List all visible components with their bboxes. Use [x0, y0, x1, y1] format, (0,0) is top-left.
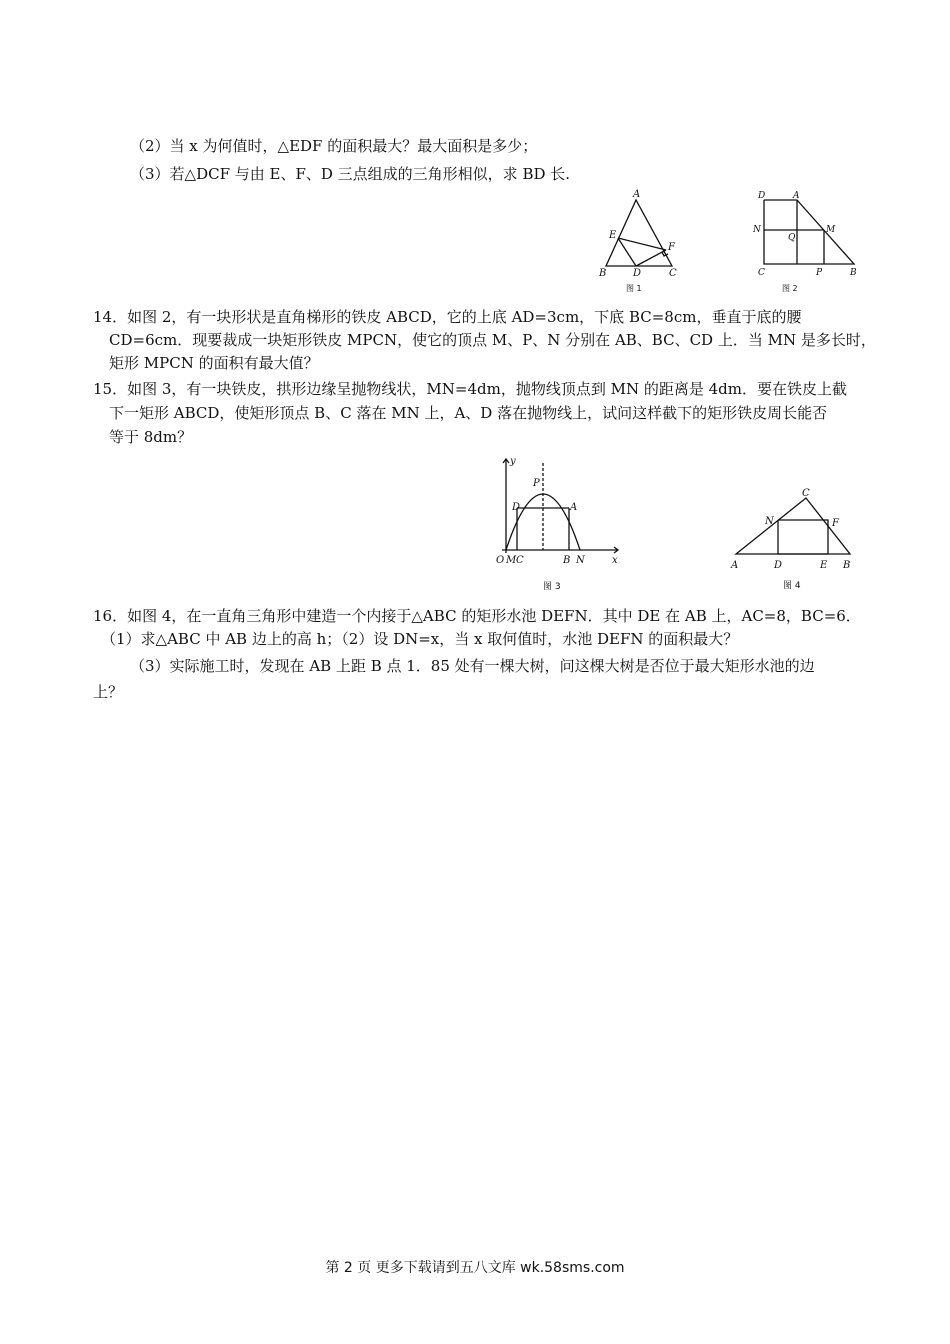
fig2-label-m: M	[826, 225, 836, 235]
fig4-label-e: E	[820, 560, 828, 571]
q14-line2: CD=6cm．现要裁成一块矩形铁皮 MPCN，使它的顶点 M、P、N 分别在 AB、BC、CD 上．当 MN 是多长时，	[109, 331, 876, 349]
fig2-caption: 图 2	[782, 284, 798, 293]
q16-line2: （1）求△ABC 中 AB 边上的高 h；（2）设 DN=x，当 x 取何值时，水池 DEFN 的面积最大？	[101, 630, 739, 648]
fig1-caption: 图 1	[626, 284, 642, 293]
fig4-label-c: C	[802, 488, 810, 499]
q15-line2: 下一矩形 ABCD，使矩形顶点 B、C 落在 MN 上，A、D 落在抛物线上，试问这样截下的矩形铁皮周长能否	[109, 404, 828, 422]
fig1-label-f: F	[668, 242, 675, 253]
fig2-label-p: P	[816, 268, 823, 278]
fig1-label-a: A	[633, 189, 641, 200]
fig4-label-f: F	[832, 518, 839, 529]
q14-line3: 矩形 MPCN 的面积有最大值？	[109, 354, 319, 372]
q16-line1: 16．如图 4，在一直角三角形中建造一个内接于△ABC 的矩形水池 DEFN．其中 DE 在 AB 上，AC=8，BC=6．	[93, 607, 861, 625]
fig1-label-e: E	[609, 230, 617, 241]
fig4-label-d: D	[774, 560, 783, 571]
q16-line4: 上？	[93, 683, 124, 701]
fig1-label-b: B	[599, 268, 607, 279]
fig4-label-b: B	[843, 560, 851, 571]
fig3-label-m: M	[506, 555, 517, 566]
figure-3	[486, 453, 626, 593]
q13-part2: （2）当 x 为何值时，△EDF 的面积最大？最大面积是多少；	[130, 137, 538, 155]
fig3-label-n: N	[576, 555, 585, 566]
fig2-label-q: Q	[788, 233, 796, 243]
fig4-label-a: A	[731, 560, 739, 571]
figure-2	[752, 188, 867, 298]
fig1-label-d: D	[633, 268, 642, 279]
fig2-label-c: C	[758, 268, 765, 278]
q13-part3: （3）若△DCF 与由 E、F、D 三点组成的三角形相似，求 BD 长.	[130, 165, 571, 183]
fig2-label-n: N	[753, 225, 761, 235]
q15-line1: 15．如图 3，有一块铁皮，拱形边缘呈抛物线状，MN=4dm，抛物线顶点到 MN 的距离是 4dm．要在铁皮上截	[93, 380, 847, 398]
fig2-label-b: B	[850, 268, 857, 278]
q14-line1: 14．如图 2，有一块形状是直角梯形的铁皮 ABCD，它的上底 AD=3cm，下底 BC=8cm，垂直于底的腰	[93, 308, 802, 326]
q16-line3: （3）实际施工时，发现在 AB 上距 B 点 1．85 处有一棵大树，问这棵大树是否位于最大矩形水池的边	[130, 657, 815, 675]
fig3-label-b: B	[563, 555, 571, 566]
figure-4	[728, 486, 858, 591]
fig3-label-d: D	[512, 502, 521, 513]
fig3-label-p: P	[533, 478, 540, 489]
fig3-caption: 图 3	[543, 582, 561, 592]
fig2-label-a: A	[793, 191, 800, 201]
fig2-label-d: D	[758, 191, 766, 201]
fig3-label-a: A	[570, 502, 578, 513]
fig3-label-y: y	[510, 456, 516, 467]
fig3-label-o: O	[496, 555, 505, 566]
fig3-label-x: x	[612, 555, 618, 566]
q15-line3: 等于 8dm？	[109, 428, 193, 446]
fig1-label-c: C	[669, 268, 677, 279]
fig4-label-n: N	[765, 516, 774, 527]
figure-1	[596, 188, 686, 298]
fig3-label-c: C	[516, 555, 524, 566]
fig4-caption: 图 4	[783, 581, 801, 591]
page-footer: 第 2 页 更多下载请到五八文库 wk.58sms.com	[325, 1260, 625, 1276]
